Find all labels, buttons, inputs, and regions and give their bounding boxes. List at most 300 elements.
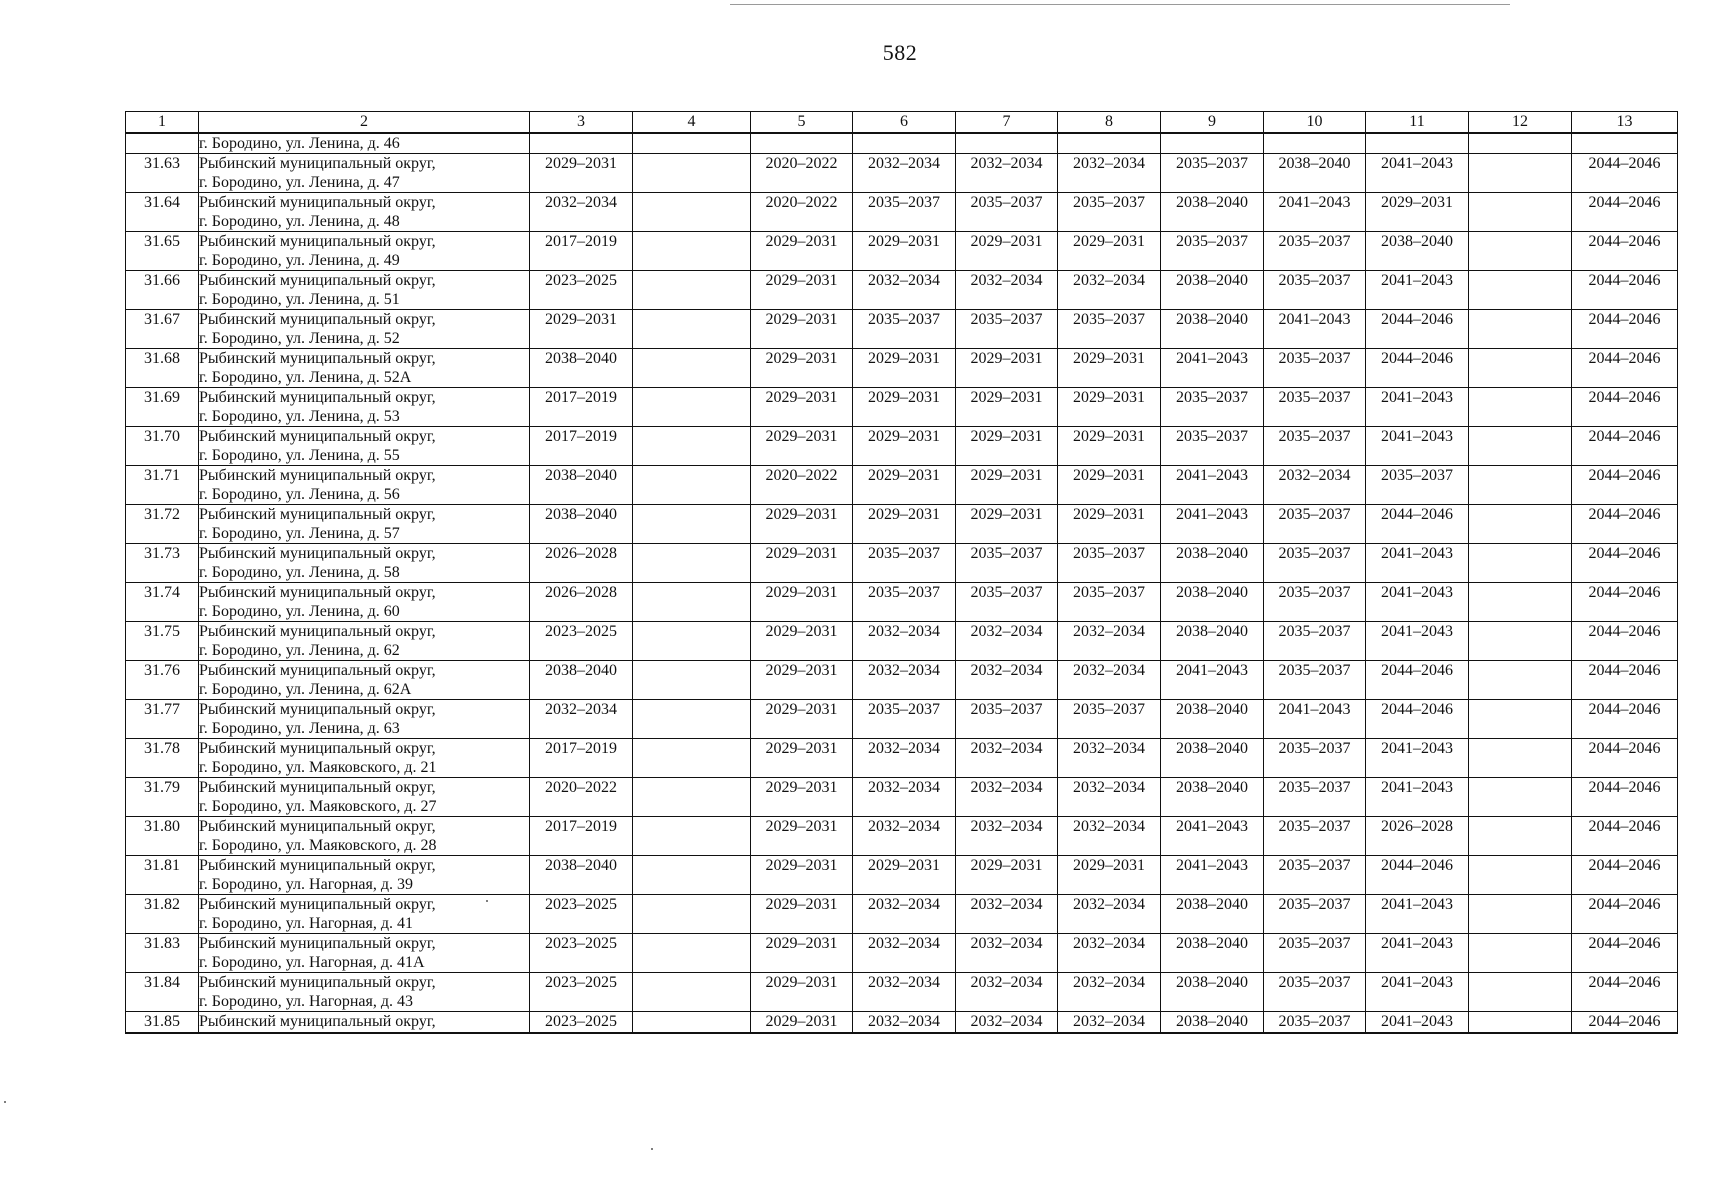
column-header-6: 6	[853, 112, 956, 134]
table-row	[126, 778, 1678, 817]
cell-period-8: 2032–2034	[1058, 934, 1161, 973]
address-line-2: г. Бородино, ул. Ленина, д. 58	[199, 564, 400, 581]
cell-num: 31.69	[126, 388, 199, 427]
cell-period-8: 2035–2037	[1058, 700, 1161, 739]
cell-period-11: 2044–2046	[1366, 856, 1469, 895]
cell-period-10: 2032–2034	[1264, 466, 1366, 505]
cell-period-9: 2038–2040	[1161, 544, 1264, 583]
cell-period-6: 2032–2034	[853, 154, 956, 193]
cell-period-7: 2032–2034	[956, 817, 1058, 856]
cell-num: 31.82	[126, 895, 199, 934]
cell-period-3: 2038–2040	[530, 349, 633, 388]
cell-period-11: 2029–2031	[1366, 193, 1469, 232]
cell-period-12	[1469, 973, 1572, 1012]
cell-period-3: 2017–2019	[530, 739, 633, 778]
cell-period-7: 2035–2037	[956, 193, 1058, 232]
column-header-13: 13	[1572, 112, 1678, 134]
cell-period-9: 2038–2040	[1161, 1012, 1264, 1034]
cell-period-4	[633, 817, 751, 856]
cell-period-11: 2026–2028	[1366, 817, 1469, 856]
cell-period-13: 2044–2046	[1572, 466, 1678, 505]
cell-period-8: 2032–2034	[1058, 661, 1161, 700]
cell-period-7: 2035–2037	[956, 310, 1058, 349]
cell-period-6: 2032–2034	[853, 271, 956, 310]
cell-period-12	[1469, 193, 1572, 232]
cell-period-7: 2035–2037	[956, 700, 1058, 739]
cell-period-12	[1469, 154, 1572, 193]
cell-period-10: 2035–2037	[1264, 934, 1366, 973]
cell-address	[199, 583, 530, 622]
cell-period-5: 2029–2031	[751, 778, 853, 817]
address-line-1: Рыбинский муниципальный округ,	[199, 428, 436, 445]
cell-period-9: 2035–2037	[1161, 388, 1264, 427]
cell-period-8: 2029–2031	[1058, 232, 1161, 271]
cell-num: 31.63	[126, 154, 199, 193]
cell-period-9: 2041–2043	[1161, 856, 1264, 895]
cell-period-8: 2035–2037	[1058, 310, 1161, 349]
address-line-2: г. Бородино, ул. Ленина, д. 52А	[199, 369, 412, 386]
cell-period-4	[633, 193, 751, 232]
cell-num: 31.77	[126, 700, 199, 739]
cell-period-6: 2029–2031	[853, 232, 956, 271]
cell-period-6: 2032–2034	[853, 778, 956, 817]
cell-period-7: 2035–2037	[956, 544, 1058, 583]
cell-period-9: 2038–2040	[1161, 700, 1264, 739]
cell-address	[199, 661, 530, 700]
cell-period-3: 2026–2028	[530, 583, 633, 622]
address-line-2: г. Бородино, ул. Нагорная, д. 41	[199, 915, 414, 932]
cell-period-3: 2038–2040	[530, 505, 633, 544]
address-line-2: г. Бородино, ул. Ленина, д. 49	[199, 252, 400, 269]
cell-period-5: 2020–2022	[751, 154, 853, 193]
cell-period-6: 2029–2031	[853, 856, 956, 895]
cell-num: 31.64	[126, 193, 199, 232]
cell-period-7: 2032–2034	[956, 1012, 1058, 1034]
cell-address	[199, 154, 530, 193]
cell-period-12	[1469, 817, 1572, 856]
cell-period-7: 2029–2031	[956, 466, 1058, 505]
cell-period-7: 2029–2031	[956, 388, 1058, 427]
address-line-1: Рыбинский муниципальный округ,	[199, 662, 436, 679]
cell-period-9: 2041–2043	[1161, 466, 1264, 505]
cell-period-5: 2029–2031	[751, 427, 853, 466]
cell-period-10: 2035–2037	[1264, 778, 1366, 817]
cell-period-7: 2032–2034	[956, 622, 1058, 661]
cell-period-3: 2017–2019	[530, 817, 633, 856]
cell-period-6: 2032–2034	[853, 1012, 956, 1034]
cell-period-5: 2029–2031	[751, 310, 853, 349]
cell-period-13: 2044–2046	[1572, 544, 1678, 583]
cell-period-5: 2029–2031	[751, 700, 853, 739]
table-row	[126, 700, 1678, 739]
column-header-7: 7	[956, 112, 1058, 134]
table-row	[126, 583, 1678, 622]
cell-period-11: 2041–2043	[1366, 544, 1469, 583]
cell-period-4	[633, 622, 751, 661]
address-line-2: г. Бородино, ул. Ленина, д. 56	[199, 486, 400, 503]
cell-period-3: 2017–2019	[530, 427, 633, 466]
cell-period-12	[1469, 1012, 1572, 1034]
cell-period-4	[633, 739, 751, 778]
cell-period-6: 2032–2034	[853, 973, 956, 1012]
cell-period-9: 2038–2040	[1161, 778, 1264, 817]
cell-period-10: 2035–2037	[1264, 856, 1366, 895]
cell-period-10: 2041–2043	[1264, 700, 1366, 739]
column-header-12: 12	[1469, 112, 1572, 134]
table-row	[126, 427, 1678, 466]
cell-period-4	[633, 778, 751, 817]
cell-num: 31.79	[126, 778, 199, 817]
cell-period-5: 2020–2022	[751, 466, 853, 505]
cell-period-6: 2035–2037	[853, 310, 956, 349]
address-line-1: Рыбинский муниципальный округ,	[199, 896, 436, 913]
cell-period-13: 2044–2046	[1572, 1012, 1678, 1034]
cell-period-8: 2032–2034	[1058, 739, 1161, 778]
cell-period-3: 2023–2025	[530, 271, 633, 310]
cell-period-4	[633, 427, 751, 466]
cell-period-9: 2038–2040	[1161, 895, 1264, 934]
cell-period-7: 2032–2034	[956, 973, 1058, 1012]
cell-period-6: 2032–2034	[853, 622, 956, 661]
cell-period-8: 2035–2037	[1058, 544, 1161, 583]
cell-address	[199, 1012, 530, 1034]
address-line-2: г. Бородино, ул. Ленина, д. 55	[199, 447, 400, 464]
cell-period-3: 2032–2034	[530, 193, 633, 232]
cell-period-11: 2035–2037	[1366, 466, 1469, 505]
cell-period-10: 2041–2043	[1264, 193, 1366, 232]
table-row-continued	[126, 133, 1678, 154]
cell-period-4	[633, 232, 751, 271]
address-line-1: Рыбинский муниципальный округ,	[199, 779, 436, 796]
cell-period-8: 2032–2034	[1058, 817, 1161, 856]
cell-period-9: 2038–2040	[1161, 271, 1264, 310]
cell-period-10: 2035–2037	[1264, 973, 1366, 1012]
cell-period-3: 2017–2019	[530, 388, 633, 427]
cell-address	[199, 778, 530, 817]
table-row	[126, 193, 1678, 232]
cell-period-3: 2038–2040	[530, 856, 633, 895]
cell-period-10: 2035–2037	[1264, 895, 1366, 934]
cell-period-6: 2029–2031	[853, 427, 956, 466]
cell-period-5: 2029–2031	[751, 934, 853, 973]
cell-period-11: 2044–2046	[1366, 349, 1469, 388]
cell-period-11: 2044–2046	[1366, 505, 1469, 544]
table-row	[126, 310, 1678, 349]
address-line-1: Рыбинский муниципальный округ,	[199, 818, 436, 835]
cell-period-9: 2041–2043	[1161, 505, 1264, 544]
cell-period-4	[633, 271, 751, 310]
address-line-2: г. Бородино, ул. Маяковского, д. 21	[199, 759, 437, 776]
cell-num: 31.67	[126, 310, 199, 349]
cell-period-13: 2044–2046	[1572, 349, 1678, 388]
cell-period-8: 2029–2031	[1058, 388, 1161, 427]
cell-num: 31.73	[126, 544, 199, 583]
cell-period-10: 2041–2043	[1264, 310, 1366, 349]
cell-period-11: 2041–2043	[1366, 271, 1469, 310]
address-line-1: Рыбинский муниципальный округ,	[199, 350, 436, 367]
cell-period-12	[1469, 622, 1572, 661]
cell-num: 31.66	[126, 271, 199, 310]
cell-address	[199, 622, 530, 661]
address-line-2: г. Бородино, ул. Ленина, д. 47	[199, 174, 400, 191]
table-body	[126, 133, 1678, 1033]
address-line-2: г. Бородино, ул. Ленина, д. 57	[199, 525, 400, 542]
cell-period-6: 2032–2034	[853, 661, 956, 700]
address-line-2: г. Бородино, ул. Маяковского, д. 27	[199, 798, 437, 815]
cell-address	[199, 817, 530, 856]
address-line-2: г. Бородино, ул. Нагорная, д. 43	[199, 993, 414, 1010]
table-row	[126, 349, 1678, 388]
address-line-1: Рыбинский муниципальный округ,	[199, 194, 436, 211]
cell-address	[199, 973, 530, 1012]
address-line-2: г. Бородино, ул. Ленина, д. 63	[199, 720, 400, 737]
cell-period-12	[1469, 895, 1572, 934]
cell-period-11: 2041–2043	[1366, 388, 1469, 427]
page-number: 582	[882, 40, 918, 65]
cell-period-10: 2035–2037	[1264, 427, 1366, 466]
cell-period-10: 2038–2040	[1264, 154, 1366, 193]
cell-period-11: 2041–2043	[1366, 427, 1469, 466]
cell-period-3: 2023–2025	[530, 934, 633, 973]
column-header-2: 2	[199, 112, 530, 134]
address-line-2: г. Бородино, ул. Нагорная, д. 39	[199, 876, 414, 893]
table-row	[126, 388, 1678, 427]
cell-period-8: 2032–2034	[1058, 154, 1161, 193]
cell-address	[199, 895, 530, 934]
cell-period-13: 2044–2046	[1572, 895, 1678, 934]
cell-empty	[1572, 133, 1678, 154]
cell-period-10: 2035–2037	[1264, 349, 1366, 388]
cell-period-9: 2038–2040	[1161, 622, 1264, 661]
address-line-2: г. Бородино, ул. Ленина, д. 60	[199, 603, 400, 620]
scan-speck	[651, 1148, 653, 1150]
cell-period-3: 2029–2031	[530, 310, 633, 349]
cell-period-13: 2044–2046	[1572, 856, 1678, 895]
cell-address	[199, 232, 530, 271]
cell-period-5: 2029–2031	[751, 1012, 853, 1034]
cell-period-10: 2035–2037	[1264, 661, 1366, 700]
cell-num: 31.71	[126, 466, 199, 505]
cell-period-5: 2029–2031	[751, 232, 853, 271]
address-line-1: Рыбинский муниципальный округ,	[199, 545, 436, 562]
cell-period-6: 2035–2037	[853, 583, 956, 622]
column-header-9: 9	[1161, 112, 1264, 134]
cell-period-12	[1469, 700, 1572, 739]
cell-period-13: 2044–2046	[1572, 973, 1678, 1012]
cell-address	[199, 544, 530, 583]
cell-period-12	[1469, 778, 1572, 817]
cell-num: 31.76	[126, 661, 199, 700]
cell-period-13: 2044–2046	[1572, 661, 1678, 700]
cell-period-7: 2032–2034	[956, 895, 1058, 934]
cell-period-9: 2035–2037	[1161, 154, 1264, 193]
cell-num: 31.72	[126, 505, 199, 544]
cell-num: 31.80	[126, 817, 199, 856]
table-row	[126, 466, 1678, 505]
cell-period-11: 2041–2043	[1366, 583, 1469, 622]
address-line-2: г. Бородино, ул. Ленина, д. 48	[199, 213, 400, 230]
cell-period-11: 2041–2043	[1366, 973, 1469, 1012]
column-header-3: 3	[530, 112, 633, 134]
cell-period-9: 2035–2037	[1161, 427, 1264, 466]
cell-period-5: 2029–2031	[751, 895, 853, 934]
cell-address	[199, 310, 530, 349]
cell-period-8: 2035–2037	[1058, 193, 1161, 232]
cell-period-10: 2035–2037	[1264, 1012, 1366, 1034]
cell-num: 31.83	[126, 934, 199, 973]
cell-period-11: 2041–2043	[1366, 622, 1469, 661]
cell-empty	[1264, 133, 1366, 154]
table-row	[126, 154, 1678, 193]
cell-period-6: 2032–2034	[853, 895, 956, 934]
cell-empty	[1058, 133, 1161, 154]
cell-period-5: 2029–2031	[751, 622, 853, 661]
cell-period-5: 2020–2022	[751, 193, 853, 232]
cell-period-10: 2035–2037	[1264, 544, 1366, 583]
cell-period-4	[633, 1012, 751, 1034]
cell-empty	[1161, 133, 1264, 154]
cell-period-5: 2029–2031	[751, 388, 853, 427]
cell-period-6: 2029–2031	[853, 466, 956, 505]
cell-period-11: 2038–2040	[1366, 232, 1469, 271]
address-line-1: Рыбинский муниципальный округ,	[199, 740, 436, 757]
cell-period-7: 2035–2037	[956, 583, 1058, 622]
cell-period-5: 2029–2031	[751, 856, 853, 895]
cell-period-12	[1469, 739, 1572, 778]
cell-period-11: 2041–2043	[1366, 154, 1469, 193]
cell-empty	[853, 133, 956, 154]
cell-period-13: 2044–2046	[1572, 505, 1678, 544]
cell-period-5: 2029–2031	[751, 817, 853, 856]
address-line-1: Рыбинский муниципальный округ,	[199, 389, 436, 406]
cell-period-6: 2035–2037	[853, 544, 956, 583]
cell-period-3: 2032–2034	[530, 700, 633, 739]
cell-period-3: 2020–2022	[530, 778, 633, 817]
table-row	[126, 232, 1678, 271]
cell-period-13: 2044–2046	[1572, 583, 1678, 622]
cell-period-13: 2044–2046	[1572, 232, 1678, 271]
cell-period-12	[1469, 271, 1572, 310]
cell-address	[199, 739, 530, 778]
table-row	[126, 817, 1678, 856]
cell-period-10: 2035–2037	[1264, 739, 1366, 778]
scan-speck	[486, 900, 488, 902]
cell-address	[199, 193, 530, 232]
column-header-4: 4	[633, 112, 751, 134]
cell-period-4	[633, 856, 751, 895]
cell-period-4	[633, 895, 751, 934]
table-row	[126, 856, 1678, 895]
cell-address	[199, 133, 530, 154]
cell-period-8: 2032–2034	[1058, 973, 1161, 1012]
cell-period-7: 2032–2034	[956, 271, 1058, 310]
cell-num: 31.84	[126, 973, 199, 1012]
address-line-1: Рыбинский муниципальный округ,	[199, 155, 436, 172]
cell-period-4	[633, 700, 751, 739]
address-line-1: Рыбинский муниципальный округ,	[199, 467, 436, 484]
cell-period-12	[1469, 934, 1572, 973]
address-line-1: Рыбинский муниципальный округ,	[199, 974, 436, 991]
cell-period-8: 2032–2034	[1058, 1012, 1161, 1034]
cell-address	[199, 349, 530, 388]
cell-period-4	[633, 505, 751, 544]
cell-address	[199, 427, 530, 466]
address-line-1: Рыбинский муниципальный округ,	[199, 506, 436, 523]
cell-period-13: 2044–2046	[1572, 778, 1678, 817]
address-line-2: г. Бородино, ул. Ленина, д. 51	[199, 291, 400, 308]
cell-num: 31.74	[126, 583, 199, 622]
column-header-8: 8	[1058, 112, 1161, 134]
cell-period-8: 2029–2031	[1058, 505, 1161, 544]
cell-num: 31.65	[126, 232, 199, 271]
cell-period-12	[1469, 583, 1572, 622]
table-row	[126, 739, 1678, 778]
cell-period-13: 2044–2046	[1572, 817, 1678, 856]
cell-period-11: 2041–2043	[1366, 895, 1469, 934]
cell-period-3: 2026–2028	[530, 544, 633, 583]
cell-period-3: 2017–2019	[530, 232, 633, 271]
cell-num: 31.75	[126, 622, 199, 661]
cell-num: 31.78	[126, 739, 199, 778]
cell-period-12	[1469, 544, 1572, 583]
cell-period-3: 2023–2025	[530, 1012, 633, 1034]
cell-address	[199, 271, 530, 310]
cell-period-7: 2032–2034	[956, 778, 1058, 817]
cell-empty	[530, 133, 633, 154]
column-header-11: 11	[1366, 112, 1469, 134]
cell-period-12	[1469, 505, 1572, 544]
address-line-2: г. Бородино, ул. Маяковского, д. 28	[199, 837, 437, 854]
table-row	[126, 505, 1678, 544]
cell-period-13: 2044–2046	[1572, 310, 1678, 349]
column-header-1: 1	[126, 112, 199, 134]
cell-period-9: 2041–2043	[1161, 349, 1264, 388]
cell-period-8: 2032–2034	[1058, 895, 1161, 934]
cell-period-6: 2032–2034	[853, 739, 956, 778]
cell-address	[199, 466, 530, 505]
cell-period-3: 2038–2040	[530, 466, 633, 505]
address-line-2: г. Бородино, ул. Ленина, д. 53	[199, 408, 400, 425]
scan-speck	[4, 1101, 6, 1103]
scan-top-rule	[730, 4, 1510, 5]
address-line-1: Рыбинский муниципальный округ,	[199, 584, 436, 601]
cell-period-3: 2023–2025	[530, 622, 633, 661]
table-row	[126, 895, 1678, 934]
cell-period-4	[633, 973, 751, 1012]
cell-period-11: 2044–2046	[1366, 700, 1469, 739]
cell-period-6: 2029–2031	[853, 505, 956, 544]
cell-period-5: 2029–2031	[751, 544, 853, 583]
cell-period-8: 2032–2034	[1058, 622, 1161, 661]
cell-period-12	[1469, 661, 1572, 700]
cell-period-9: 2038–2040	[1161, 193, 1264, 232]
cell-period-7: 2032–2034	[956, 739, 1058, 778]
cell-period-4	[633, 934, 751, 973]
cell-period-9: 2038–2040	[1161, 583, 1264, 622]
table-row	[126, 544, 1678, 583]
cell-period-10: 2035–2037	[1264, 583, 1366, 622]
cell-period-10: 2035–2037	[1264, 271, 1366, 310]
address-line-1: Рыбинский муниципальный округ,	[199, 701, 436, 718]
cell-period-11: 2044–2046	[1366, 661, 1469, 700]
cell-period-13: 2044–2046	[1572, 739, 1678, 778]
table-row	[126, 1012, 1678, 1034]
cell-period-10: 2035–2037	[1264, 622, 1366, 661]
column-header-10: 10	[1264, 112, 1366, 134]
cell-address	[199, 856, 530, 895]
cell-period-9: 2038–2040	[1161, 973, 1264, 1012]
cell-period-8: 2029–2031	[1058, 427, 1161, 466]
